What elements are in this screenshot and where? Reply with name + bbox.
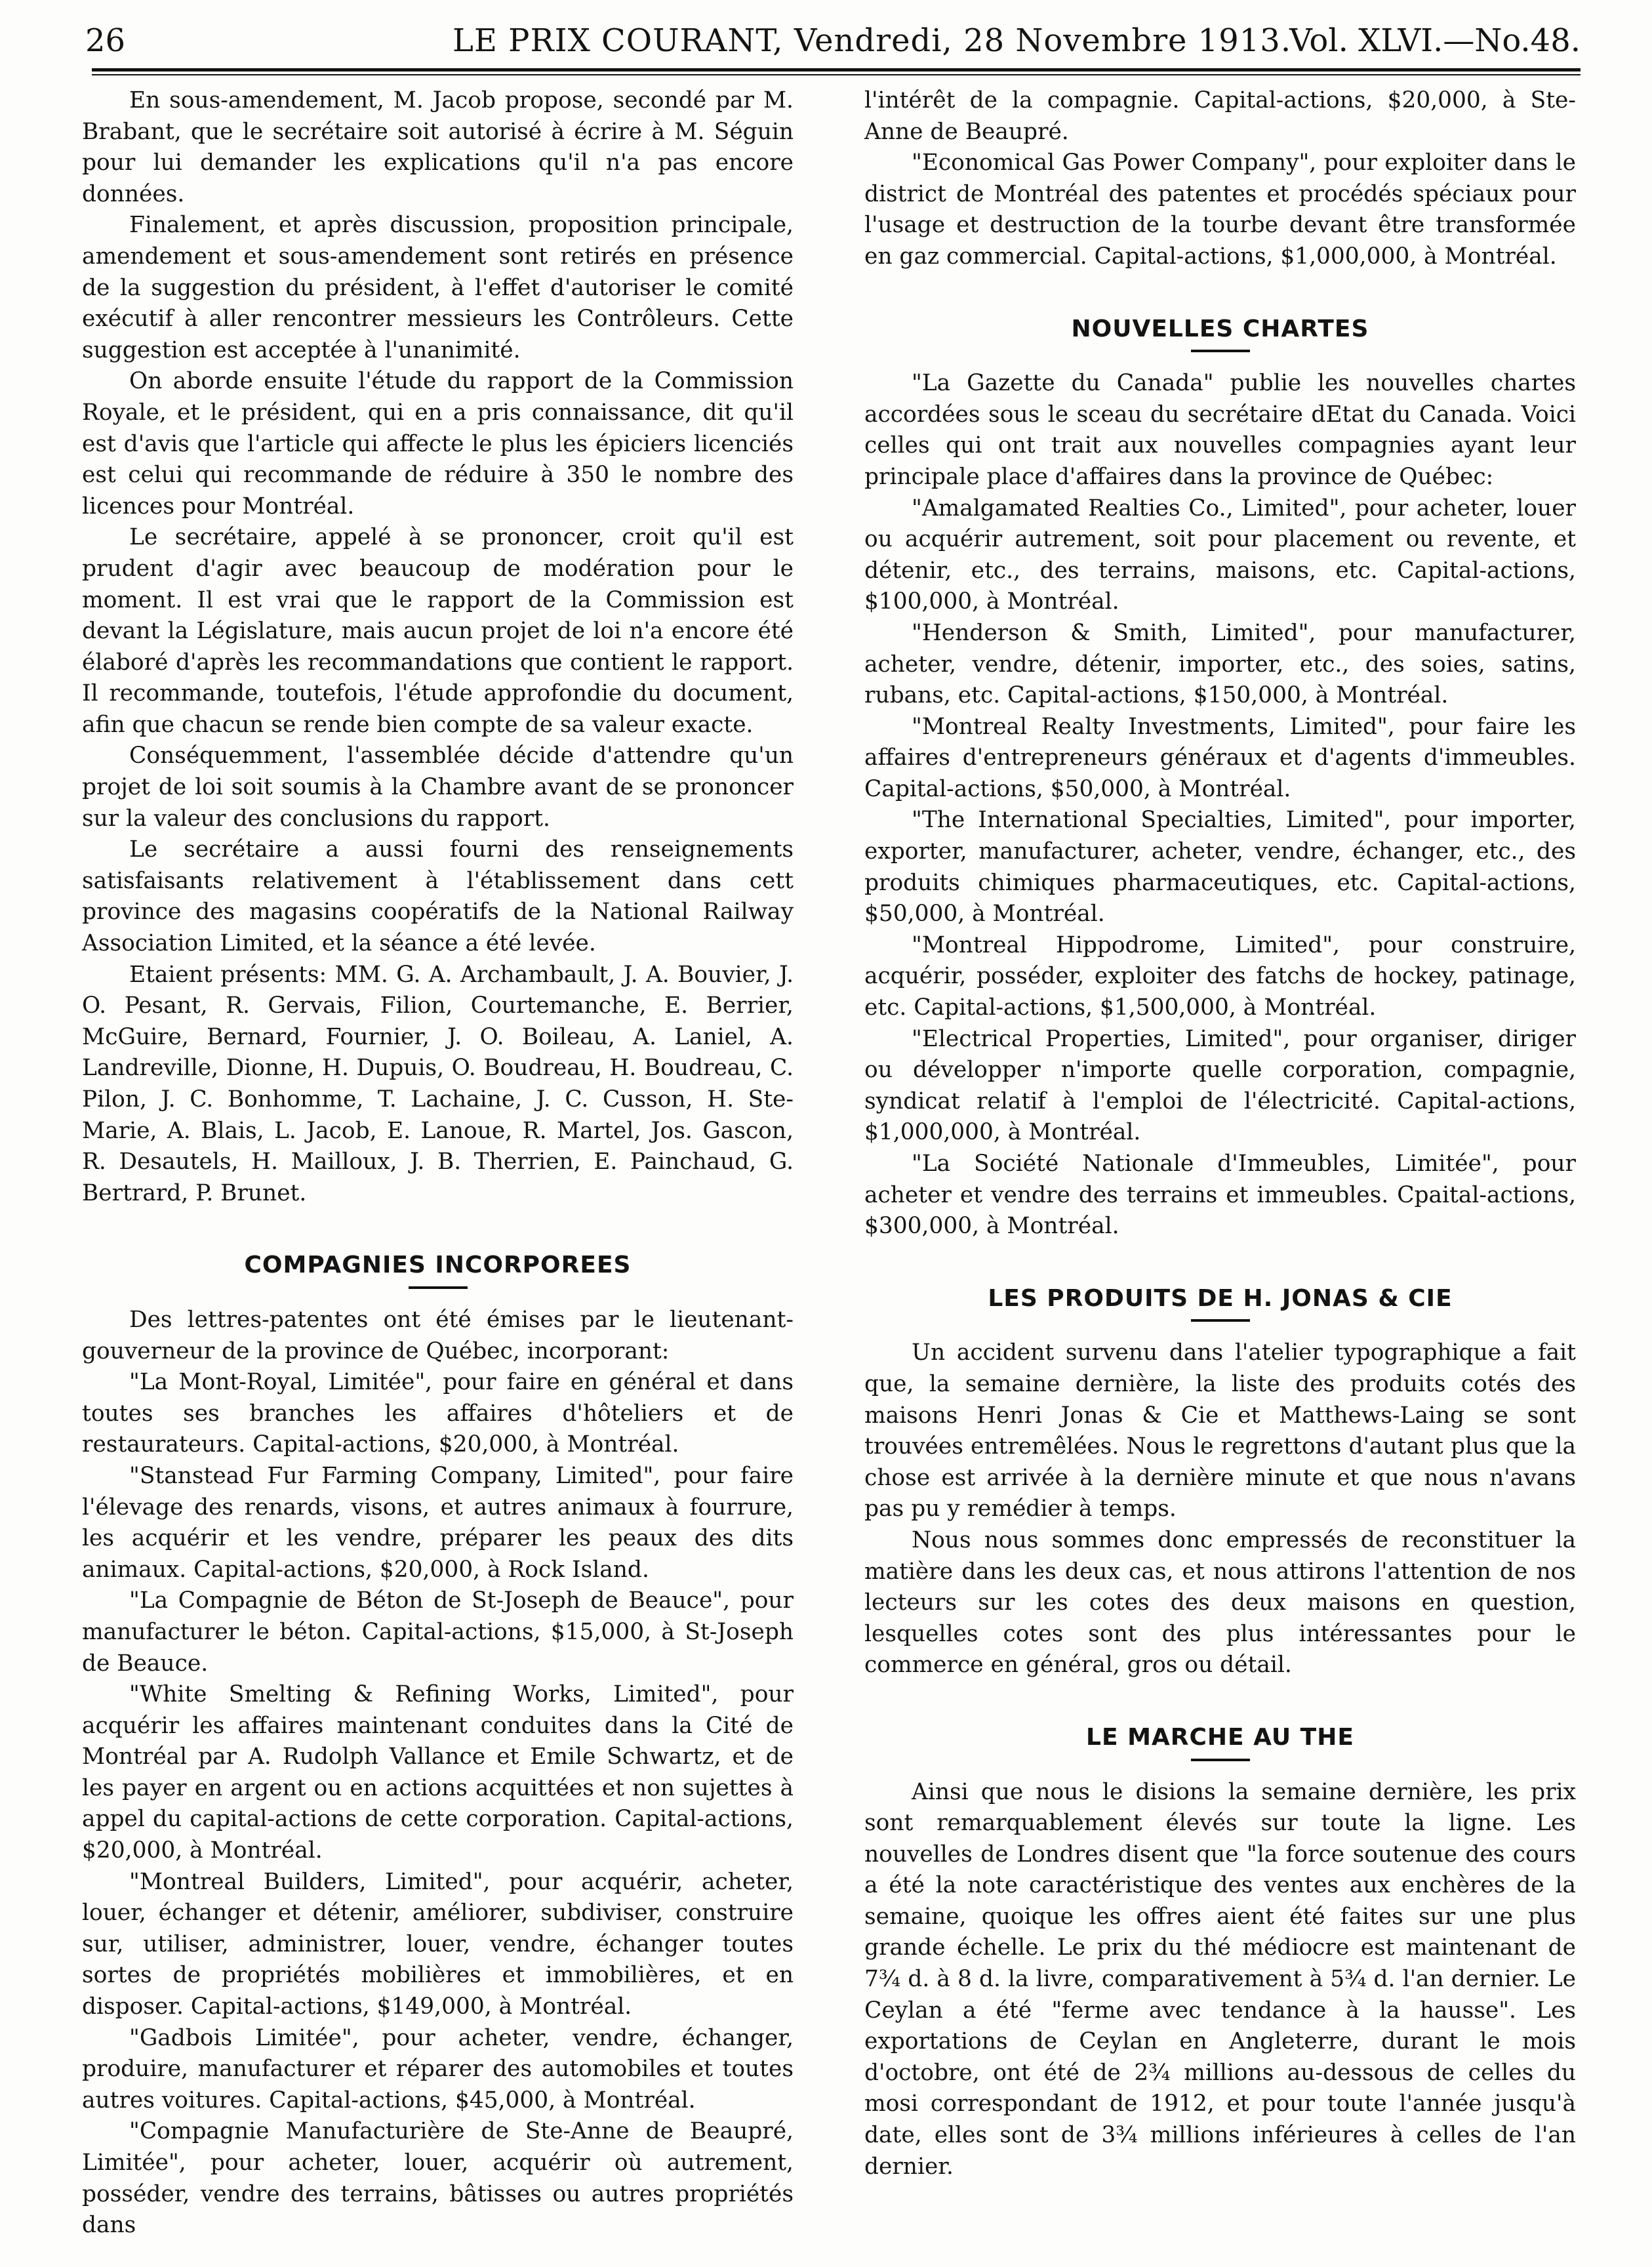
paragraph: En sous-amendement, M. Jacob propose, secondé par M. Brabant, que le secrétaire soit autorisé à écrire à M. Séguin pour lui demander les explications qu'il n'a pas encore données. bbox=[82, 87, 794, 207]
company-entry: "Economical Gas Power Company", pour exploiter dans le district de Montréal des patentes et procédés spéciaux pour l'usage et destruction de la tourbe devant être transformée en gaz commercial. Capital-actions, $1,000,000, à Montréal. bbox=[864, 150, 1576, 270]
company-entry: "Montreal Builders, Limited", pour acquérir, acheter, louer, échanger et détenir, améliorer, subdiviser, construire sur, utiliser, administrer, louer, vendre, échanger toutes sortes de propriétés mobilières et immobilières, et en disposer. Capital-actions, $149,000, à Montréal. bbox=[82, 1868, 794, 2020]
paragraph: Nous nous sommes donc empressés de reconstituer la matière dans les deux cas, et nous attirons l'attention de nos lecteurs sur les cotes des deux maisons en question, lesquelles cotes sont des plus intéressantes pour le commerce en général, gros ou détail. bbox=[864, 1526, 1576, 1679]
header-rule-thin bbox=[92, 74, 1581, 75]
heading-rule bbox=[1191, 1759, 1250, 1761]
paragraph: Le secrétaire, appelé à se prononcer, croit qu'il est prudent d'agir avec beaucoup de modération pour le moment. Il est vrai que le rapport de la Commission est devant la Législature, mais aucun projet de loi n'a encore été élaboré d'après les recommandations que contient le rapport. Il recommande, toutefois, l'étude approfondie du document, afin que chacun se rende bien compte de sa valeur exacte. bbox=[82, 524, 794, 738]
charter-entry: "Montreal Hippodrome, Limited", pour construire, acquérir, posséder, exploiter des fatchs de hockey, patinage, etc. Capital-actions, $1,500,000, à Montréal. bbox=[864, 931, 1576, 1021]
attendance-list: Etaient présents: MM. G. A. Archambault, J. A. Bouvier, J. O. Pesant, R. Gervais, Filion, Courtemanche, E. Berrier, McGuire, Bernard, Fournier, J. O. Boileau, A. Laniel, A. Landreville, Dionne, H. Dupuis, O. Boudreau, H. Boudreau, C. Pilon, J. C. Bonhomme, T. Lachaine, J. C. Cusson, H. Ste-Marie, A. Blais, L. Jacob, E. Lanoue, R. Martel, Jos. Gascon, R. Desautels, H. Mailloux, J. B. Therrien, E. Painchaud, G. Bertrard, P. Brunet. bbox=[82, 961, 794, 1206]
company-entry: "La Mont-Royal, Limitée", pour faire en général et dans toutes ses branches les affaires d'hôteliers et de restaurateurs. Capital-actions, $20,000, à Montréal. bbox=[82, 1369, 794, 1458]
company-entry: "La Compagnie de Béton de St-Joseph de Beauce", pour manufacturer le béton. Capital-actions, $15,000, à St-Joseph de Beauce. bbox=[82, 1587, 794, 1677]
section-heading-jonas: LES PRODUITS DE H. JONAS & CIE bbox=[988, 1284, 1453, 1312]
paragraph: Finalement, et après discussion, proposition principale, amendement et sous-amendement sont retirés en présence de la suggestion du président, à l'effet d'autoriser le comité exécutif à aller rencontrer messieurs les Contrôleurs. Cette suggestion est acceptée à l'unanimité. bbox=[82, 212, 794, 363]
left-column bbox=[82, 85, 794, 2241]
paragraph: On aborde ensuite l'étude du rapport de la Commission Royale, et le président, qui en a pris connaissance, dit qu'il est d'avis que l'article qui affecte le plus les épiciers licenciés est celui qui recommande de réduire à 350 le nombre des licences pour Montréal. bbox=[82, 368, 794, 520]
paragraph: Le secrétaire a aussi fourni des renseignements satisfaisants relativement à l'établissement dans cett province des magasins coopératifs de la National Railway Association Limited, et la séance a été levée. bbox=[82, 836, 794, 957]
charter-entry: "Amalgamated Realties Co., Limited", pour acheter, louer ou acquérir autrement, soit pour placement ou revente, et détenir, etc., des terrains, maisons, etc. Capital-actions, $100,000, à Montréal. bbox=[864, 495, 1576, 615]
paragraph: Ainsi que nous le disions la semaine dernière, les prix sont remarquablement élevés sur toute la ligne. Les nouvelles de Londres disent que "la force soutenue des cours a été la note caractéristique des ventes aux enchères de la semaine, quoique les offres aient été faites sur une plus grande échelle. Le prix du thé médiocre est maintenant de 7¾ d. à 8 d. la livre, comparativement à 5¾ d. l'an dernier. Le Ceylan a été "ferme avec tendance à la hausse". Les exportations de Ceylan en Angleterre, durant le mois d'octobre, ont été de 2¾ millions au-dessous de celles du mosi correspondant de 1912, et pour toute l'année jusqu'à date, elles sont de 3¾ millions inférieures à celles de l'an dernier. bbox=[864, 1778, 1576, 2180]
company-entry: "Stanstead Fur Farming Company, Limited", pour faire l'élevage des renards, visons, et autres animaux à fourrure, les acquérir et les vendre, préparer les peaux des dits animaux. Capital-actions, $20,000, à Rock Island. bbox=[82, 1462, 794, 1583]
paragraph: Conséquemment, l'assemblée décide d'attendre qu'un projet de loi soit soumis à la Chambre avant de se prononcer sur la valeur des conclusions du rapport. bbox=[82, 743, 794, 832]
heading-rule bbox=[409, 1286, 468, 1289]
newspaper-title: LE PRIX COURANT, Vendredi, 28 Novembre 1913. bbox=[453, 22, 1292, 59]
page-number: 26 bbox=[85, 22, 126, 59]
charter-entry: "La Société Nationale d'Immeubles, Limitée", pour acheter et vendre des terrains et immeubles. Cpaital-actions, $300,000, à Montréal. bbox=[864, 1151, 1576, 1240]
section-heading-the: LE MARCHE AU THE bbox=[1086, 1723, 1354, 1751]
heading-rule bbox=[1191, 350, 1250, 352]
paragraph-continued: l'intérêt de la compagnie. Capital-actions, $20,000, à Ste-Anne de Beaupré. bbox=[864, 87, 1576, 145]
company-entry: "White Smelting & Refining Works, Limited", pour acquérir les affaires maintenant conduites dans la Cité de Montréal par A. Rudolph Vallance et Emile Schwartz, et de les payer en argent ou en actions acquittées et non sujettes à appel du capital-actions de cette corporation. Capital-actions, $20,000, à Montréal. bbox=[82, 1681, 794, 1864]
charter-entry: "Electrical Properties, Limited", pour organiser, diriger ou développer n'importe quelle corporation, compagnie, syndicat relatif à l'emploi de l'électricité. Capital-actions, $1,000,000, à Montréal. bbox=[864, 1025, 1576, 1146]
header-rule bbox=[92, 68, 1581, 71]
charter-entry: "The International Specialties, Limited", pour importer, exporter, manufacturer, acheter, vendre, échanger, etc., des produits chimiques pharmaceutiques, etc. Capital-actions, $50,000, à Montréal. bbox=[864, 807, 1576, 928]
section-heading-compagnies: COMPAGNIES INCORPOREES bbox=[244, 1252, 632, 1279]
paragraph: "La Gazette du Canada" publie les nouvelles chartes accordées sous le sceau du secrétaire dEtat du Canada. Voici celles qui ont trait aux nouvelles compagnies ayant leur principale place d'affaires dans la province de Québec: bbox=[864, 370, 1576, 490]
company-entry: "Compagnie Manufacturière de Ste-Anne de Beaupré, Limitée", pour acheter, louer, acquérir où autrement, posséder, vendre des terrains, bâtisses ou autres propriétés dans bbox=[82, 2118, 794, 2239]
paragraph: Des lettres-patentes ont été émises par le lieutenant-gouverneur de la province de Québec, incorporant: bbox=[82, 1306, 794, 1364]
charter-entry: "Montreal Realty Investments, Limited", pour faire les affaires d'entrepreneurs généraux et d'agents d'immeubles. Capital-actions, $50,000, à Montréal. bbox=[864, 713, 1576, 802]
right-column bbox=[864, 85, 1576, 2182]
paragraph: Un accident survenu dans l'atelier typographique a fait que, la semaine dernière, la liste des produits cotés des maisons Henri Jonas & Cie et Matthews-Laing se sont trouvées entremêlées. Nous le regrettons d'autant plus que la chose est arrivée à la dernière minute et que nous n'avans pas pu y remédier à temps. bbox=[864, 1339, 1576, 1522]
company-entry: "Gadbois Limitée", pour acheter, vendre, échanger, produire, manufacturer et réparer des automobiles et toutes autres voitures. Capital-actions, $45,000, à Montréal. bbox=[82, 2024, 794, 2114]
section-heading-chartes: NOUVELLES CHARTES bbox=[1071, 315, 1369, 342]
heading-rule bbox=[1191, 1319, 1250, 1322]
charter-entry: "Henderson & Smith, Limited", pour manufacturer, acheter, vendre, détenir, importer, etc., des soies, satins, rubans, etc. Capital-actions, $150,000, à Montréal. bbox=[864, 619, 1576, 709]
volume-number: Vol. XLVI.—No.48. bbox=[1289, 22, 1581, 59]
page-header bbox=[85, 14, 1581, 70]
